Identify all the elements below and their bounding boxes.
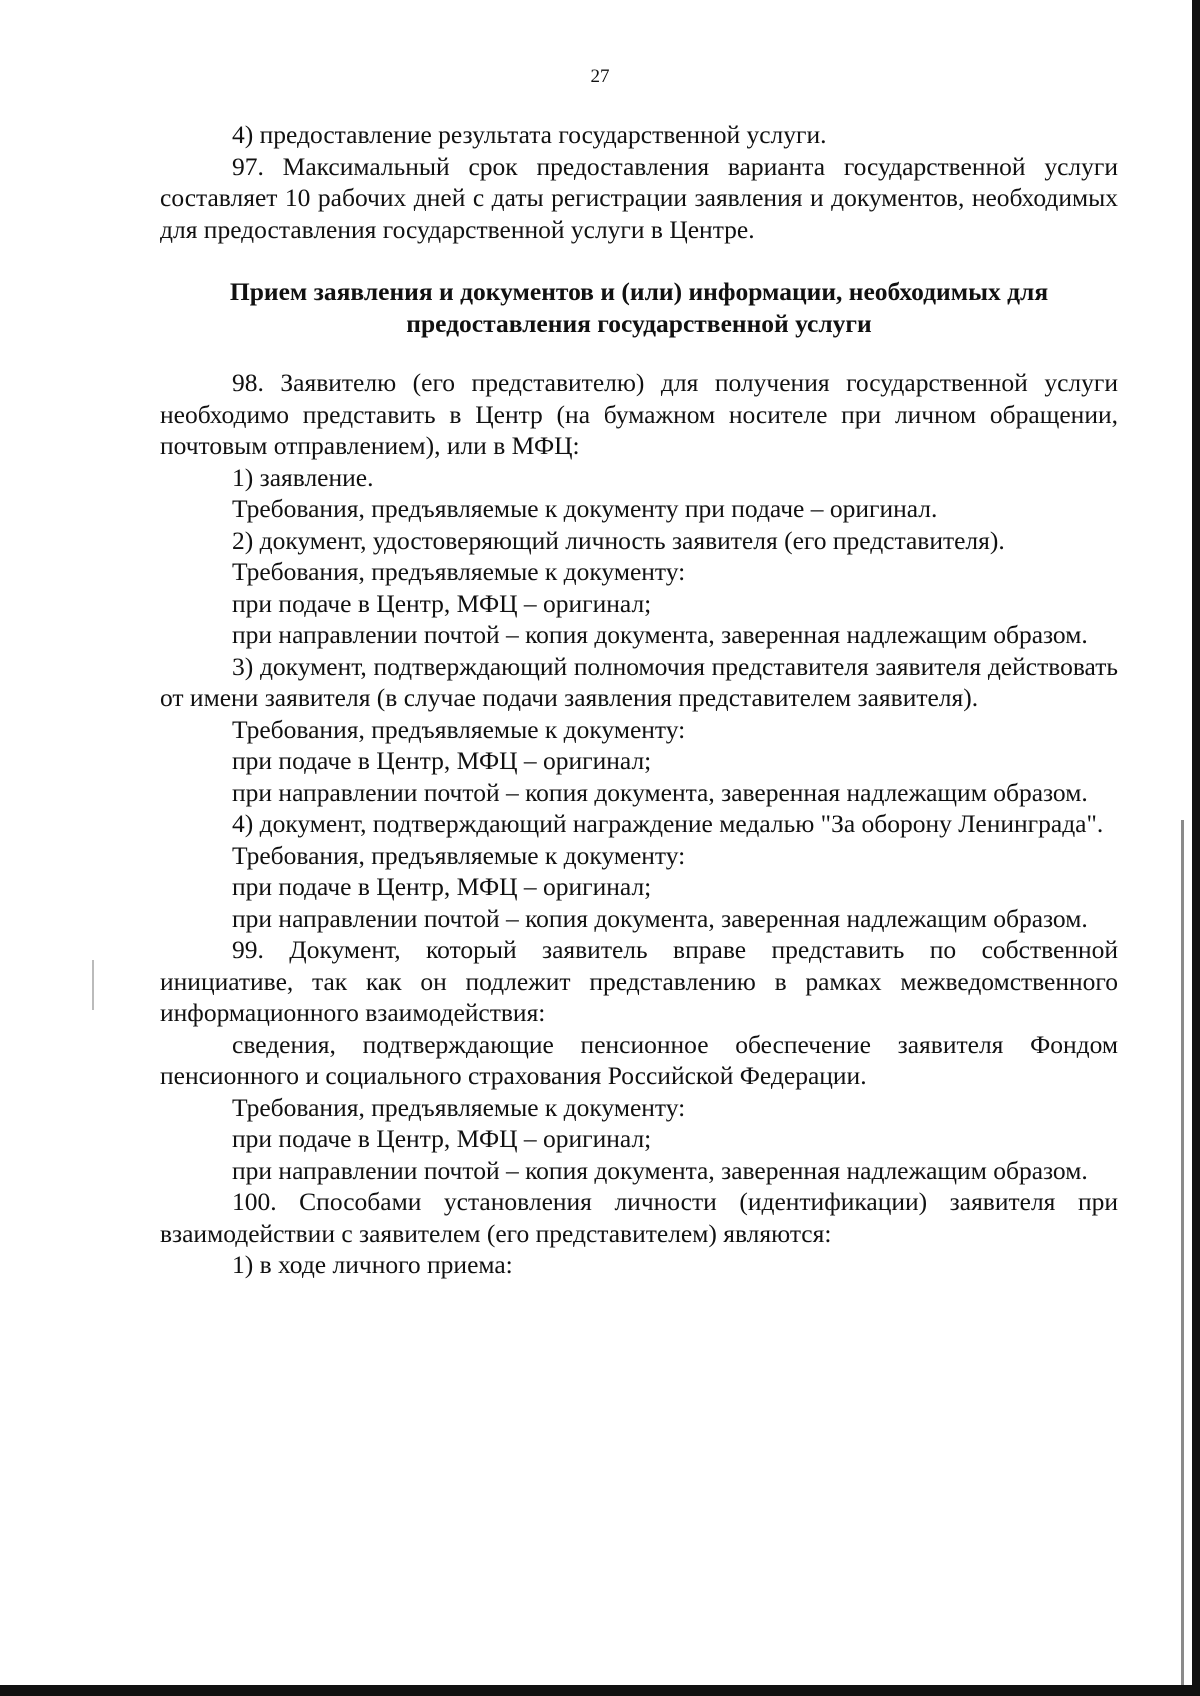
page-number: 27 — [590, 66, 610, 87]
paragraph: Требования, предъявляемые к документу: — [232, 840, 686, 870]
section-heading: Прием заявления и документов и (или) информации, необходимых для предоставления государственной услуги — [229, 277, 1049, 338]
document-body — [160, 119, 1118, 1281]
paragraph: при направлении почтой – копия документа, заверенная надлежащим образом. — [232, 620, 1088, 649]
paragraph: Требования, предъявляемые к документу: — [232, 714, 686, 744]
scan-shadow-right — [1181, 820, 1184, 1696]
paragraph: при подаче в Центр, МФЦ – оригинал; — [232, 1124, 652, 1153]
paragraph: Требования, предъявляемые к документу: — [232, 557, 686, 586]
paragraph: при подаче в Центр, МФЦ – оригинал; — [232, 588, 652, 618]
scan-edge-bottom — [0, 1685, 1200, 1696]
paragraph: 3) документ, подтверждающий полномочия представителя заявителя действовать от имени заявителя (в случае подачи заявления представителем заявителя). — [160, 651, 1118, 712]
paragraph: 1) заявление. — [232, 462, 374, 492]
paragraph: Требования, предъявляемые к документу при подаче – оригинал. — [232, 494, 938, 523]
paragraph: 1) в ходе личного приема: — [232, 1250, 513, 1279]
paragraph: 100. Способами установления личности (идентификации) заявителя при взаимодействии с заявителем (его представителем) являются: — [160, 1187, 1118, 1248]
paragraph: сведения, подтверждающие пенсионное обеспечение заявителя Фондом пенсионного и социального страхования Российской Федерации. — [160, 1029, 1118, 1090]
paragraph: при подаче в Центр, МФЦ – оригинал; — [232, 746, 652, 775]
paragraph: 4) предоставление результата государственной услуги. — [232, 120, 827, 149]
paragraph: при направлении почтой – копия документа, заверенная надлежащим образом. — [232, 903, 1088, 933]
scan-speck — [92, 960, 94, 1010]
scan-edge-right — [1192, 0, 1200, 1696]
paragraph: 2) документ, удостоверяющий личность заявителя (его представителя). — [232, 525, 1005, 555]
paragraph: 99. Документ, который заявитель вправе представить по собственной инициативе, так как он подлежит представлению в рамках межведомственного информационного взаимодействия: — [160, 935, 1118, 1027]
paragraph: при направлении почтой – копия документа, заверенная надлежащим образом. — [232, 1155, 1088, 1185]
paragraph: 97. Максимальный срок предоставления варианта государственной услуги составляет 10 рабочих дней с даты регистрации заявления и документов, необходимых для предоставления государственной услуги в Центре. — [160, 151, 1118, 244]
paragraph: при подаче в Центр, МФЦ – оригинал; — [232, 872, 652, 901]
paragraph: 4) документ, подтверждающий награждение медалью "За оборону Ленинграда". — [232, 809, 1104, 838]
paragraph: 98. Заявителю (его представителю) для получения государственной услуги необходимо представить в Центр (на бумажном носителе при личном обращении, почтовым отправлением), или в МФЦ: — [160, 368, 1118, 460]
paragraph: Требования, предъявляемые к документу: — [232, 1092, 686, 1122]
paragraph: при направлении почтой – копия документа, заверенная надлежащим образом. — [232, 777, 1088, 807]
